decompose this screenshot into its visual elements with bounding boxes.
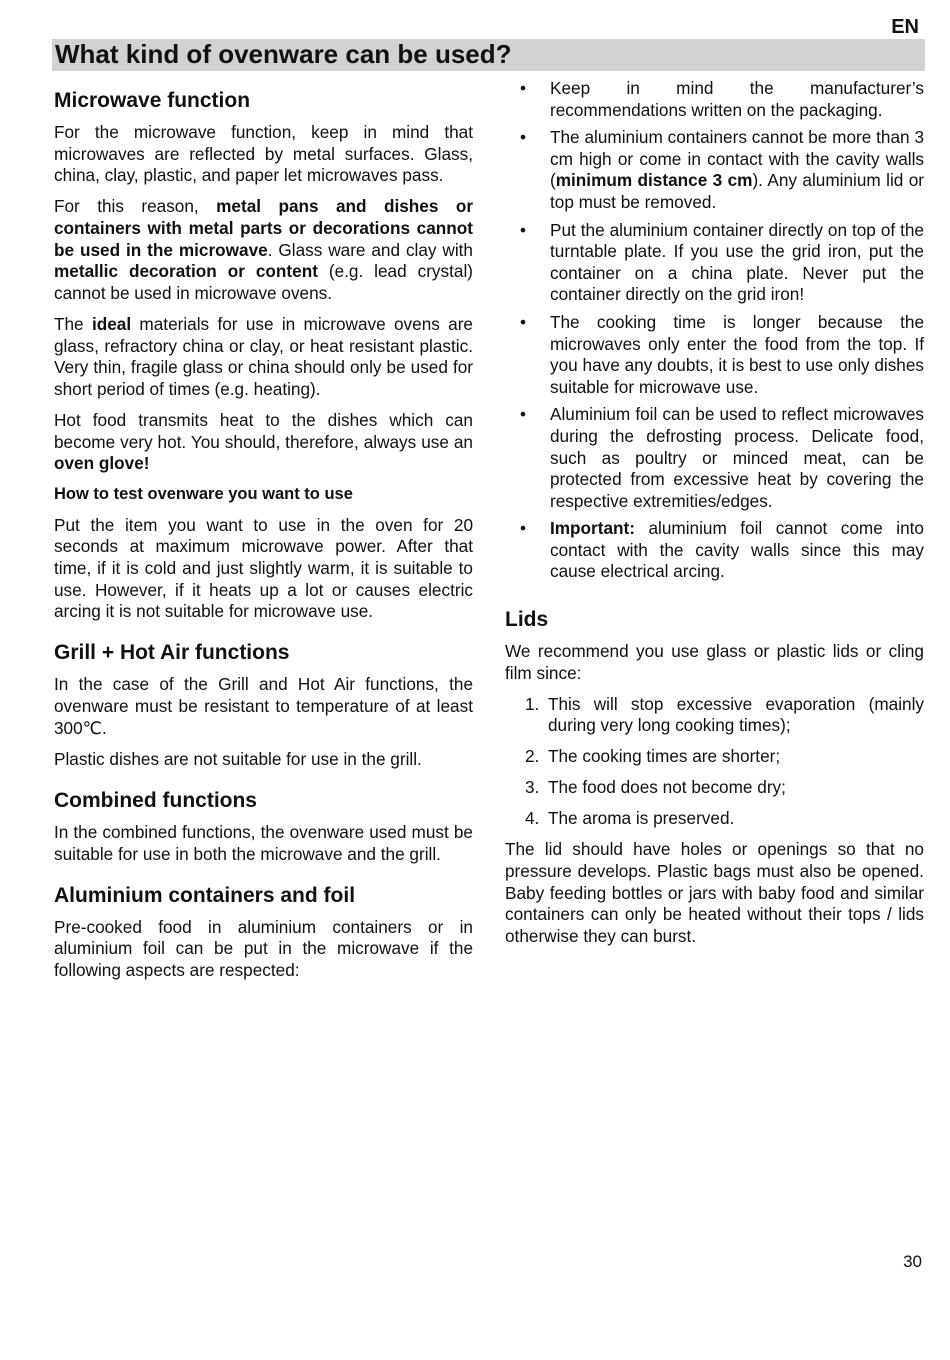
paragraph: In the combined functions, the ovenware used must be suitable for use in both the microwave and the grill. [54,822,473,864]
bold-text: metallic decoration or content [54,261,318,282]
list-item [505,404,924,512]
text-run: The aroma is preserved. [548,808,735,829]
bold-text: oven glove! [54,453,150,474]
text-run: The food does not become dry; [548,777,786,798]
paragraph: Pre-cooked food in aluminium containers or in aluminium foil can be put in the microwave if the following aspects are respected: [54,916,473,980]
right-column [505,78,924,957]
page-title: What kind of ovenware can be used? [52,39,925,71]
list-number: 4. [525,808,540,829]
list-number: 3. [525,777,540,798]
aluminium-rules-list [505,78,924,583]
section-heading-grill: Grill + Hot Air functions [54,641,290,665]
list-item [505,518,924,583]
paragraph [54,196,473,304]
lids-reasons-list [505,694,924,830]
section-heading-aluminium: Aluminium containers and foil [54,883,356,907]
text-run: Put the aluminium container directly on top of the turntable plate. If you use the grid iron, put the container on a china plate. Never put the container directly on the grid iron! [550,219,924,305]
list-item [505,808,924,830]
paragraph: We recommend you use glass or plastic lids or cling film since: [505,641,924,683]
text-run: This will stop excessive evaporation (mainly during very long cooking times); [548,693,924,736]
left-column [54,88,473,991]
subheading-test-ovenware: How to test ovenware you want to use [54,485,353,504]
section-heading-combined: Combined functions [54,789,257,812]
paragraph: In the case of the Grill and Hot Air functions, the ovenware must be resistant to temperature of at least 300℃. [54,674,473,738]
text-run: The cooking time is longer because the microwaves only enter the food from the top. If you have any doubts, it is best to use only dishes suitable for microwave use. [550,311,924,397]
bold-text: Important: [550,518,635,539]
text-run: Hot food transmits heat to the dishes which can become very hot. You should, therefore, always use an [54,409,473,452]
bold-text: minimum distance 3 cm [555,170,753,191]
text-run: Aluminium foil can be used to reflect microwaves during the defrosting process. Delicate food, such as poultry or minced meat, can be protected from excessive heat by covering the respective extremities/edges. [550,404,924,511]
list-item [505,127,924,213]
text-run: The [54,313,92,334]
list-item [505,694,924,737]
text-run: The cooking times are shorter; [548,746,781,767]
section-heading-microwave: Microwave function [54,89,251,112]
list-item [505,312,924,398]
list-item [505,777,924,799]
section-heading-lids: Lids [505,608,549,632]
language-code: EN [891,16,919,38]
text-run: aluminium foil cannot come into contact with the cavity walls since this may cause electrical arcing. [550,518,924,582]
page-number: 30 [903,1252,922,1271]
list-number: 1. [525,693,540,714]
text-run: ). Any aluminium lid or top must be removed. [550,170,924,212]
text-run: For this reason, [54,196,217,217]
list-item [505,78,924,121]
paragraph: Put the item you want to use in the oven for 20 seconds at maximum microwave power. After that time, if it is cold and just slightly warm, it is suitable to use. However, if it heats up a lot or causes electric arcing it is not suitable for microwave use. [54,514,473,622]
text-run: The aluminium containers cannot be more than 3 cm high or come in contact with the cavity walls ( [550,127,924,191]
paragraph: Plastic dishes are not suitable for use in the grill. [54,748,422,769]
bold-text: metal pans and dishes or containers with metal parts or decorations cannot be used in the microwave [54,196,474,260]
paragraph [54,410,473,475]
text-run: Keep in mind the manufacturer’s recommendations written on the packaging. [550,78,924,120]
text-run: (e.g. lead crystal) cannot be used in microwave ovens. [54,261,473,303]
bold-text: ideal [91,313,132,334]
paragraph: The lid should have holes or openings so that no pressure develops. Plastic bags must also be opened. Baby feeding bottles or jars with baby food and similar containers can only be heated without their tops / lids otherwise they can burst. [505,839,924,946]
text-run: . Glass ware and clay with [267,239,473,260]
list-item [505,746,924,768]
list-number: 2. [525,746,540,767]
list-item [505,220,924,306]
text-run: materials for use in microwave ovens are glass, refractory china or clay, or heat resistant plastic. Very thin, fragile glass or china should only be used for short period of times (e.g. heating). [54,313,473,399]
paragraph [54,314,473,400]
paragraph: For the microwave function, keep in mind that microwaves are reflected by metal surfaces. Glass, china, clay, plastic, and paper let microwaves pass. [54,122,473,186]
